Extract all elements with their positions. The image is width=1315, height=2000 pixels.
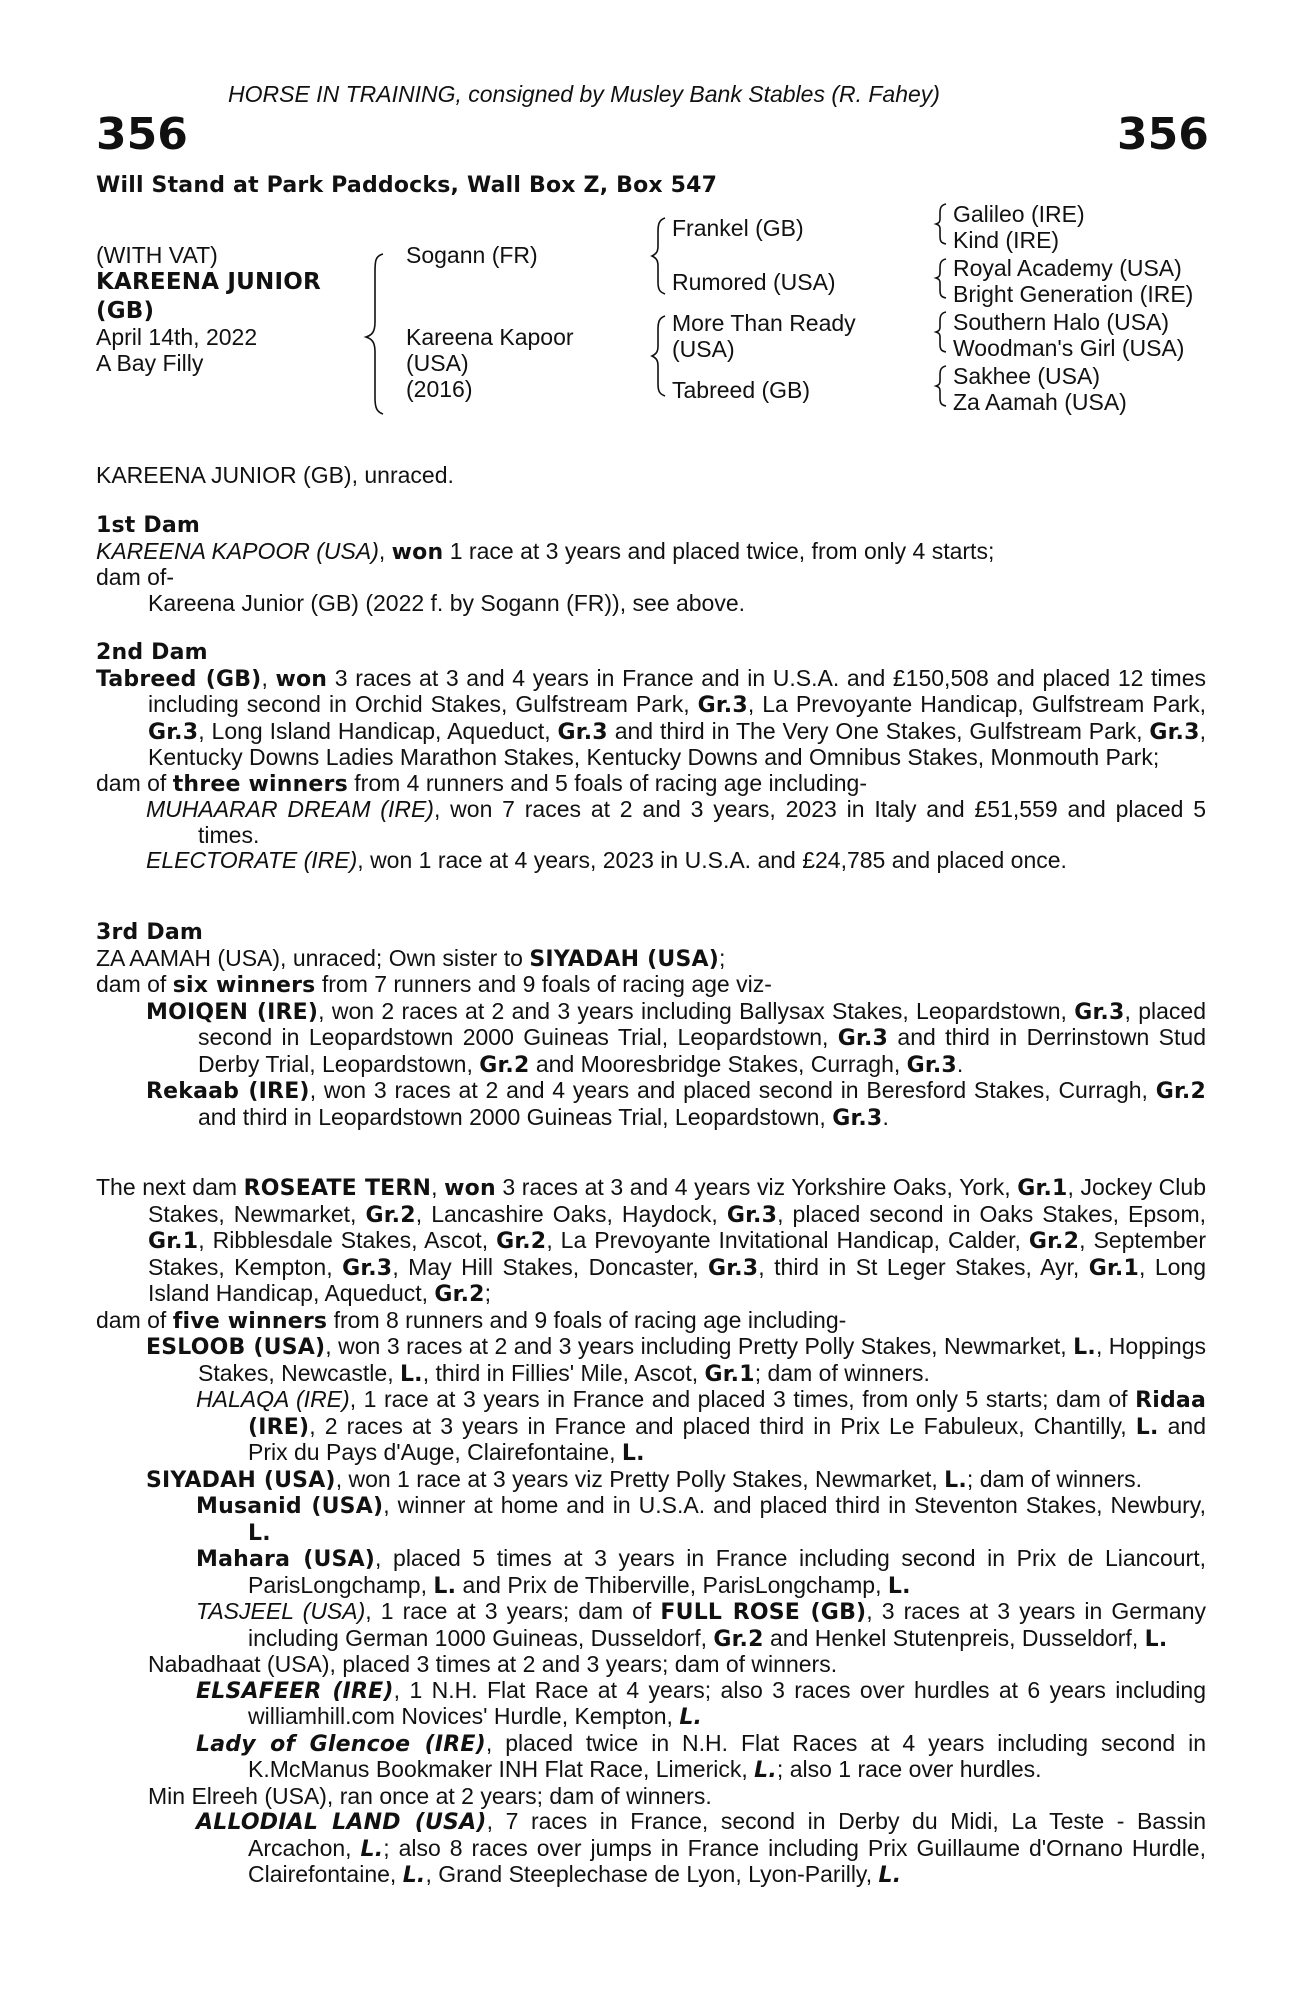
text: and third in Leopardstown 2000 Guineas Trial, Leopardstown, [198, 1103, 833, 1130]
grade: Gr.2 [479, 1052, 530, 1078]
grade: Gr.2 [365, 1202, 416, 1228]
brace-dam [652, 316, 665, 396]
lot-number-right: 356 [1117, 109, 1209, 160]
second-dam-damof [96, 771, 1206, 798]
listed: L. [248, 1520, 271, 1546]
text: and third in The Very One Stakes, Gulfstream Park, [607, 717, 1150, 744]
text: , Grand Steeplechase de Lyon, Lyon-Parilly, [425, 1861, 879, 1887]
listed: L. [433, 1573, 457, 1599]
text: dam of [96, 1306, 173, 1333]
text: , won 1 race at 4 years, 2023 in U.S.A. and £24,785 and placed once. [357, 847, 1067, 873]
text: , won 3 races at 2 and 4 years and placed second in Beresford Stakes, Curragh, [309, 1077, 1156, 1103]
third-dam-section [96, 920, 1206, 1131]
next-dam-section [96, 1175, 1206, 1889]
pedigree-g3-5: Southern Halo (USA) [953, 309, 1170, 335]
text: , 1 race at 3 years; dam of [365, 1598, 661, 1624]
lot-number-left: 356 [96, 109, 188, 160]
pedigree-sire: Sogann (FR) [406, 242, 538, 268]
text: dam of [96, 769, 173, 796]
text: 3 races at 3 and 4 years in France and in U.S.A. and £150,508 and placed 12 times including second in Orchid Stakes, Gulfstream Park, [148, 664, 1206, 717]
produce-halaqa [96, 1387, 1206, 1467]
third-dam-damof [96, 972, 1206, 999]
grade: Gr.3 [697, 693, 748, 718]
text: , [431, 1174, 445, 1200]
produce-name: Rekaab (IRE) [146, 1079, 310, 1104]
horse-description: A Bay Filly [96, 350, 204, 376]
produce-name: SIYADAH (USA) [146, 1467, 336, 1493]
pedigree-g3-4: Bright Generation (IRE) [953, 281, 1194, 307]
pedigree-g3-8: Za Aamah (USA) [953, 389, 1127, 415]
listed: L. [360, 1836, 384, 1862]
pedigree-dam-line2: (USA) [406, 350, 469, 376]
text: , won 2 races at 2 and 3 years including Ballysax Stakes, Leopardstown, [318, 997, 1075, 1024]
third-dam-line [96, 946, 1206, 973]
first-dam-damof: dam of- [96, 564, 174, 590]
third-dam-produce-1 [96, 999, 1206, 1079]
unraced-summary: KAREENA JUNIOR (GB), unraced. [96, 462, 454, 488]
text: , 1 N.H. Flat Race at 4 years; also 3 races over hurdles at 6 years including williamhill.com Novices' Hurdle, Kempton, [248, 1676, 1206, 1729]
text: dam of [96, 971, 173, 997]
winners-count: five winners [172, 1308, 328, 1334]
produce-mahara [96, 1546, 1206, 1599]
text: , September Stakes, Kempton, [148, 1227, 1206, 1280]
pedigree-dam-sire-line2: (USA) [672, 336, 735, 362]
listed: L. [679, 1705, 703, 1730]
grade: Gr.2 [1155, 1079, 1206, 1104]
text: from 7 runners and 9 foals of racing age viz- [315, 971, 772, 997]
grade: Gr.3 [1074, 999, 1125, 1025]
produce-tasjeel [96, 1599, 1206, 1652]
produce-name: ESLOOB (USA) [146, 1335, 326, 1360]
grade: Gr.1 [1017, 1176, 1068, 1201]
produce-name: MUHAARAR DREAM (IRE) [146, 796, 434, 822]
text: , 1 race at 3 years in France and placed 3 times, from only 5 starts; dam of [349, 1386, 1136, 1412]
text: from 4 runners and 5 foals of racing age including- [347, 769, 867, 796]
pedigree-g3-7: Sakhee (USA) [953, 363, 1101, 389]
grade: Gr.1 [1088, 1255, 1139, 1281]
produce-allodial-land [96, 1809, 1206, 1889]
text: . [882, 1103, 889, 1130]
produce-name: Musanid (USA) [196, 1494, 384, 1519]
second-dam-record: Tabreed (GB), won 3 races at 3 and 4 years in France and in U.S.A. and £150,508 and placed 12 times including second in Orchid Stakes, Gulfstream Park, Gr.3, La Prevoyante Handicap, Gulfstream Park, Gr.3, Long Island Handicap, Aqueduct, Gr.3 and third in The Very One Stakes, Gulfstream Park, Gr.3, Kentucky Downs Ladies Marathon Stakes, Kentucky Downs and Omnibus Stakes, Monmouth Park; [96, 664, 1207, 770]
text: ; [484, 1280, 492, 1306]
pedigree-g3-3: Royal Academy (USA) [953, 255, 1182, 281]
second-dam-produce-1 [96, 797, 1206, 848]
brace-g1 [936, 204, 946, 244]
brace-g3 [936, 312, 946, 352]
text: , La Prevoyante Invitational Handicap, Calder, [546, 1227, 1029, 1253]
grade: Gr.3 [832, 1105, 883, 1131]
text: , La Prevoyante Handicap, Gulfstream Park, [747, 691, 1207, 717]
text: ; also 1 race over hurdles. [776, 1756, 1042, 1782]
grade: Gr.2 [713, 1626, 764, 1652]
text: , Kentucky Downs Ladies Marathon Stakes, Kentucky Downs and Omnibus Stakes, Monmouth Park; [148, 717, 1206, 770]
listed: L. [1073, 1335, 1096, 1360]
second-dam-section [96, 640, 1206, 874]
grade: Gr.3 [1149, 719, 1200, 745]
text: ZA AAMAH (USA), unraced; Own sister to [96, 944, 530, 971]
third-dam-produce-2 [96, 1078, 1206, 1131]
sister-name: SIYADAH (USA) [529, 946, 719, 972]
listed: L. [887, 1573, 911, 1599]
won-label: won [391, 539, 444, 565]
grade: Gr.3 [906, 1052, 957, 1078]
pedigree-dam-line1: Kareena Kapoor [406, 324, 574, 350]
second-dam-produce-2 [96, 848, 1206, 874]
next-dam-record [96, 1175, 1206, 1308]
text: , won 3 races at 2 and 3 years including Pretty Polly Stakes, Newmarket, [325, 1333, 1074, 1359]
text: , Jockey Club Stakes, Newmarket, [148, 1174, 1206, 1227]
grade: Gr.1 [704, 1361, 755, 1387]
produce-name: ELECTORATE (IRE) [146, 847, 358, 873]
grade: Gr.1 [148, 1229, 199, 1254]
listed: L. [621, 1441, 645, 1466]
pedigree-sire-dam: Rumored (USA) [672, 269, 836, 295]
produce-name: Lady of Glencoe (IRE) [196, 1731, 486, 1757]
text: The next dam [96, 1174, 244, 1200]
text: 3 races at 3 and 4 years viz Yorkshire Oaks, York, [495, 1174, 1018, 1200]
listed: L. [944, 1467, 967, 1493]
produce-name: Ridaa (IRE) [248, 1388, 1206, 1440]
second-dam-heading: 2nd Dam [96, 640, 208, 665]
text: . [956, 1050, 964, 1077]
text: , won 1 race at 3 years viz Pretty Polly Stakes, Newmarket, [335, 1465, 945, 1492]
brace-sire [652, 218, 665, 294]
text: , 3 races at 3 years in Germany including German 1000 Guineas, Dusseldorf, [248, 1598, 1207, 1651]
produce-musanid [96, 1493, 1206, 1546]
text: and Prix de Thiberville, ParisLongchamp, [456, 1571, 888, 1598]
first-dam-heading: 1st Dam [96, 513, 201, 538]
grade: Gr.3 [148, 719, 199, 745]
pedigree-g3-2: Kind (IRE) [953, 227, 1060, 253]
grade: Gr.3 [837, 1026, 889, 1051]
text: , third in Fillies' Mile, Ascot, [422, 1359, 705, 1386]
pedigree-dam-sire-line1: More Than Ready [672, 310, 856, 336]
third-dam-heading: 3rd Dam [96, 920, 203, 945]
pedigree-dam-line3: (2016) [406, 376, 473, 402]
produce-name: TASJEEL (USA) [196, 1598, 366, 1624]
text: , Ribblesdale Stakes, Ascot, [198, 1227, 497, 1253]
listed: L. [1144, 1626, 1168, 1652]
produce-elsafeer [96, 1678, 1206, 1731]
pedigree-g3-1: Galileo (IRE) [953, 201, 1085, 227]
text: , 2 races at 3 years in France and placed third in Prix Le Fabuleux, Chantilly, [309, 1412, 1136, 1439]
text: , Long Island Handicap, Aqueduct, [198, 717, 558, 744]
produce-name: MOIQEN (IRE) [146, 999, 319, 1025]
first-dam-text: KAREENA KAPOOR (USA), won 1 race at 3 years and placed twice, from only 4 starts; [96, 537, 995, 565]
first-dam-record: 1 race at 3 years and placed twice, from only 4 starts; [443, 537, 995, 564]
text: ; dam of winners. [966, 1465, 1143, 1492]
listed: L. [878, 1863, 902, 1888]
brace-g2 [936, 259, 946, 298]
text: and third in Derrinstown Stud Derby Trial, Leopardstown, [198, 1024, 1206, 1077]
foaling-date: April 14th, 2022 [96, 324, 258, 350]
brace-main [366, 254, 383, 414]
winners-count: six winners [172, 973, 316, 998]
grade: Gr.3 [342, 1255, 393, 1281]
text: , third in St Leger Stakes, Ayr, [758, 1253, 1089, 1280]
text: , May Hill Stakes, Doncaster, [392, 1253, 709, 1280]
brace-g4 [936, 366, 946, 406]
next-dam-name: ROSEATE TERN [243, 1176, 432, 1201]
vat-label: (WITH VAT) [96, 242, 218, 268]
produce-nabadhaat: Nabadhaat (USA), placed 3 times at 2 and 3 years; dam of winners. [148, 1651, 838, 1677]
listed: L. [402, 1863, 426, 1888]
text: ; dam of winners. [754, 1359, 930, 1386]
text: , placed second in Oaks Stakes, Epsom, [777, 1200, 1207, 1227]
text: , won 7 races at 2 and 3 years, 2023 in Italy and £51,559 and placed 5 times. [198, 796, 1206, 848]
winners-count: three winners [172, 771, 348, 797]
text: ; [719, 944, 726, 971]
produce-min-elreeh: Min Elreeh (USA), ran once at 2 years; dam of winners. [148, 1782, 712, 1809]
text: ; also 8 races over jumps in France including Prix Guillaume d'Ornano Hurdle, Clairefontaine, [248, 1834, 1206, 1887]
listed: L. [1135, 1414, 1159, 1440]
grade: Gr.2 [496, 1229, 547, 1254]
grade: Gr.2 [434, 1282, 485, 1307]
grade: Gr.3 [726, 1202, 778, 1228]
first-dam-section [96, 513, 1206, 616]
grade: Gr.2 [1028, 1229, 1080, 1254]
text: and Henkel Stutenpreis, Dusseldorf, [763, 1624, 1145, 1651]
first-dam-produce: Kareena Junior (GB) (2022 f. by Sogann (FR)), see above. [148, 589, 746, 616]
produce-lady-of-glencoe [96, 1731, 1206, 1784]
produce-siyadah [96, 1467, 1206, 1494]
horse-name-line1: KAREENA JUNIOR [96, 269, 321, 295]
text: , placed second in Leopardstown 2000 Guineas Trial, Leopardstown, [198, 997, 1206, 1050]
produce-name: Mahara (USA) [196, 1547, 376, 1572]
produce-esloob [96, 1334, 1206, 1387]
horse-name-line2: (GB) [96, 298, 155, 324]
produce-name: FULL ROSE (GB) [660, 1600, 867, 1625]
pedigree-dam-dam: Tabreed (GB) [672, 377, 811, 403]
text: from 8 runners and 9 foals of racing age including- [327, 1306, 847, 1333]
listed: L. [399, 1361, 423, 1387]
text: , Long Island Handicap, Aqueduct, [148, 1253, 1206, 1306]
first-dam-name: KAREENA KAPOOR (USA) [96, 537, 379, 564]
listed: L. [754, 1758, 777, 1783]
text: and Mooresbridge Stakes, Curragh, [529, 1050, 907, 1077]
text: , winner at home and in U.S.A. and placed third in Steventon Stakes, Newbury, [383, 1492, 1206, 1518]
location-line: Will Stand at Park Paddocks, Wall Box Z, Box 547 [96, 173, 718, 198]
pedigree-sire-sire: Frankel (GB) [672, 215, 804, 241]
won-label: won [444, 1176, 496, 1201]
grade: Gr.3 [557, 719, 608, 745]
text: and Prix du Pays d'Auge, Clairefontaine, [248, 1412, 1206, 1465]
produce-name: HALAQA (IRE) [196, 1386, 350, 1412]
produce-name: ELSAFEER (IRE) [196, 1678, 394, 1704]
text: , Hoppings Stakes, Newcastle, [198, 1333, 1206, 1386]
text: , 7 races in France, second in Derby du Midi, La Teste - Bassin Arcachon, [248, 1808, 1206, 1861]
next-dam-damof [96, 1308, 1206, 1335]
text: , placed 5 times at 3 years in France including second in Prix de Liancourt, ParisLongchamp, [248, 1545, 1206, 1598]
text: , placed twice in N.H. Flat Races at 4 years including second in K.McManus Bookmaker INH Flat Race, Limerick, [248, 1729, 1206, 1782]
consignor-line: HORSE IN TRAINING, consigned by Musley Bank Stables (R. Fahey) [228, 81, 940, 107]
second-dam-name: Tabreed (GB) [96, 666, 262, 692]
text: , Lancashire Oaks, Haydock, [415, 1200, 727, 1227]
won-label: won [275, 666, 328, 692]
pedigree-g3-6: Woodman's Girl (USA) [953, 335, 1185, 361]
produce-name: ALLODIAL LAND (USA) [196, 1810, 487, 1835]
grade: Gr.3 [708, 1255, 759, 1281]
